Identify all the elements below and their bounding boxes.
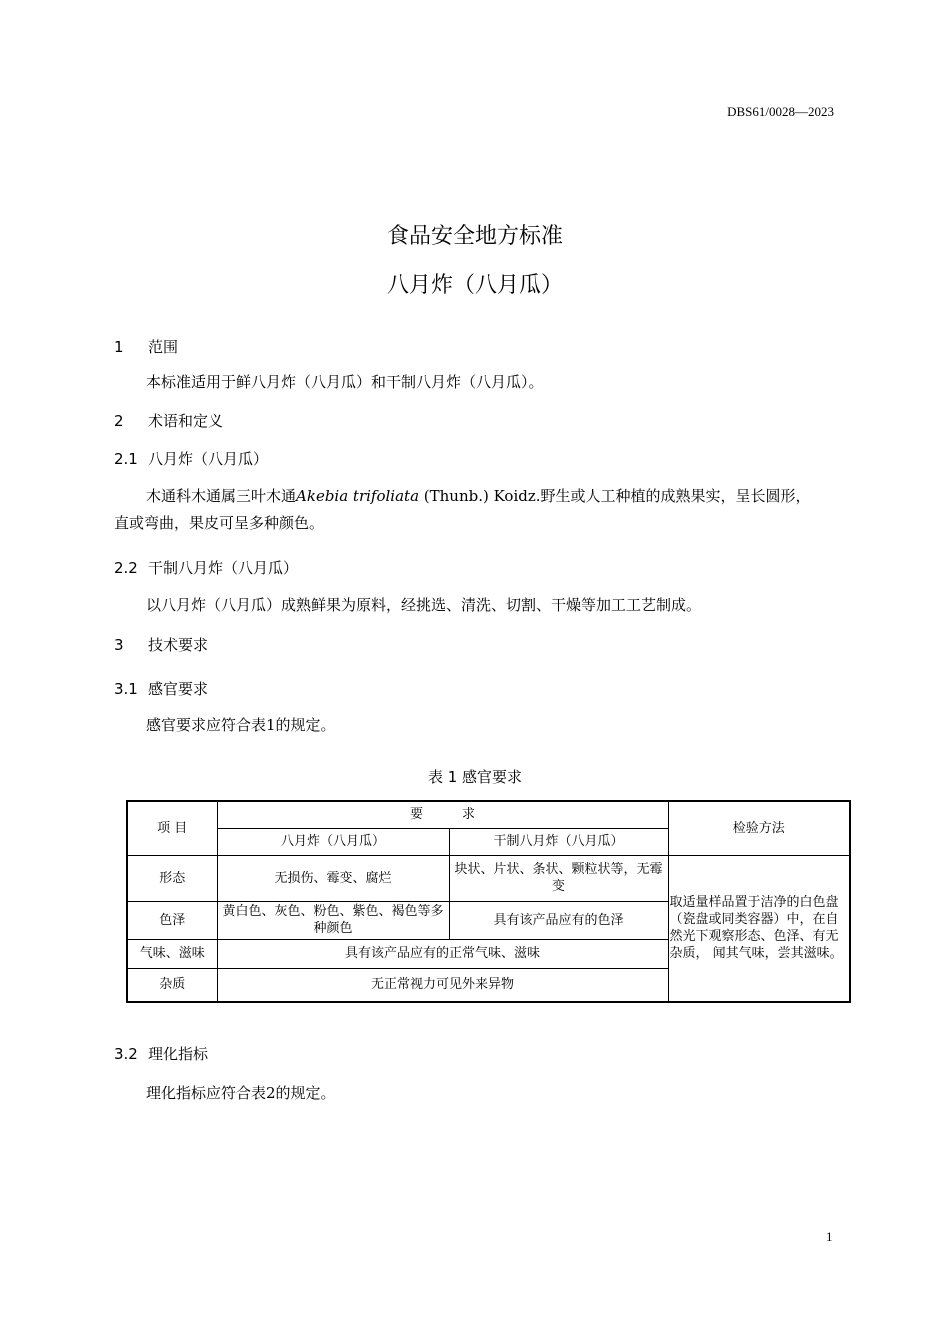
section-3-2-heading: [114, 1043, 208, 1064]
sensory-requirements-table: [126, 800, 851, 1003]
section-2-1-body: [114, 483, 836, 537]
section-number: 2.2: [114, 559, 138, 577]
header-dried: 干制八月炸（八月瓜）: [449, 828, 668, 855]
body-text: 直或弯曲，果皮可呈多种颜色。: [114, 514, 325, 532]
header-requirement: 要 求: [217, 801, 668, 828]
body-text: 木通科木通属三叶木通: [146, 487, 297, 505]
row-fresh: 黄白色、灰色、粉色、紫色、褐色等多种颜色: [217, 901, 449, 939]
document-title: 食品安全地方标准: [386, 224, 563, 249]
section-1-body: 本标准适用于鲜八月炸（八月瓜）和干制八月炸（八月瓜）。: [146, 373, 544, 391]
row-merged: 具有该产品应有的正常气味、滋味: [217, 939, 668, 968]
standard-code: DBS61/0028—2023: [727, 104, 834, 119]
row-fresh: 无损伤、霉变、腐烂: [217, 855, 449, 901]
section-2-heading: [114, 410, 223, 431]
header-item: 项 目: [127, 801, 217, 855]
section-1-heading: [114, 336, 178, 357]
page-number: 1: [826, 1229, 833, 1244]
section-3-1-body: 感官要求应符合表1的规定。: [146, 716, 336, 734]
section-3-1-heading: [114, 678, 208, 699]
table-caption: 表 1 感官要求: [427, 768, 523, 786]
section-2-2-heading: [114, 557, 298, 578]
section-title: 感官要求: [148, 680, 209, 698]
section-title: 技术要求: [148, 636, 209, 654]
row-item: 杂质: [127, 968, 217, 1002]
row-dried: 具有该产品应有的色泽: [449, 901, 668, 939]
header-fresh: 八月炸（八月瓜）: [217, 828, 449, 855]
section-number: 1: [114, 338, 124, 356]
table-header-row: [127, 801, 850, 828]
header-method: 检验方法: [668, 801, 850, 855]
section-number: 3.2: [114, 1045, 138, 1063]
inspection-method: 取适量样品置于洁净的白色盘（瓷盘或同类容器）中，在自然光下观察形态、色泽、有无杂质， 闻其气味，尝其滋味。: [668, 855, 850, 1002]
table-row: [127, 855, 850, 901]
section-2-1-heading: [114, 448, 268, 469]
row-dried: 块状、片状、条状、颗粒状等，无霉变: [449, 855, 668, 901]
section-3-2-body: 理化指标应符合表2的规定。: [146, 1084, 336, 1102]
section-title: 干制八月炸（八月瓜）: [148, 559, 299, 577]
document-subtitle: 八月炸（八月瓜）: [386, 273, 563, 298]
section-number: 2: [114, 412, 124, 430]
section-number: 2.1: [114, 450, 138, 468]
row-item: 形态: [127, 855, 217, 901]
section-title: 理化指标: [148, 1045, 209, 1063]
section-number: 3.1: [114, 680, 138, 698]
section-number: 3: [114, 636, 124, 654]
section-title: 术语和定义: [148, 412, 224, 430]
section-title: 范围: [148, 338, 179, 356]
body-text: (Thunb.) Koidz.野生或人工种植的成熟果实，呈长圆形，: [419, 487, 811, 505]
row-item: 气味、滋味: [127, 939, 217, 968]
row-merged: 无正常视力可见外来异物: [217, 968, 668, 1002]
row-item: 色泽: [127, 901, 217, 939]
section-2-2-body: 以八月炸（八月瓜）成熟鲜果为原料，经挑选、清洗、切割、干燥等加工工艺制成。: [146, 596, 702, 614]
section-title: 八月炸（八月瓜）: [148, 450, 269, 468]
latin-name: Akebia trifoliata: [296, 487, 420, 505]
section-3-heading: [114, 634, 208, 655]
